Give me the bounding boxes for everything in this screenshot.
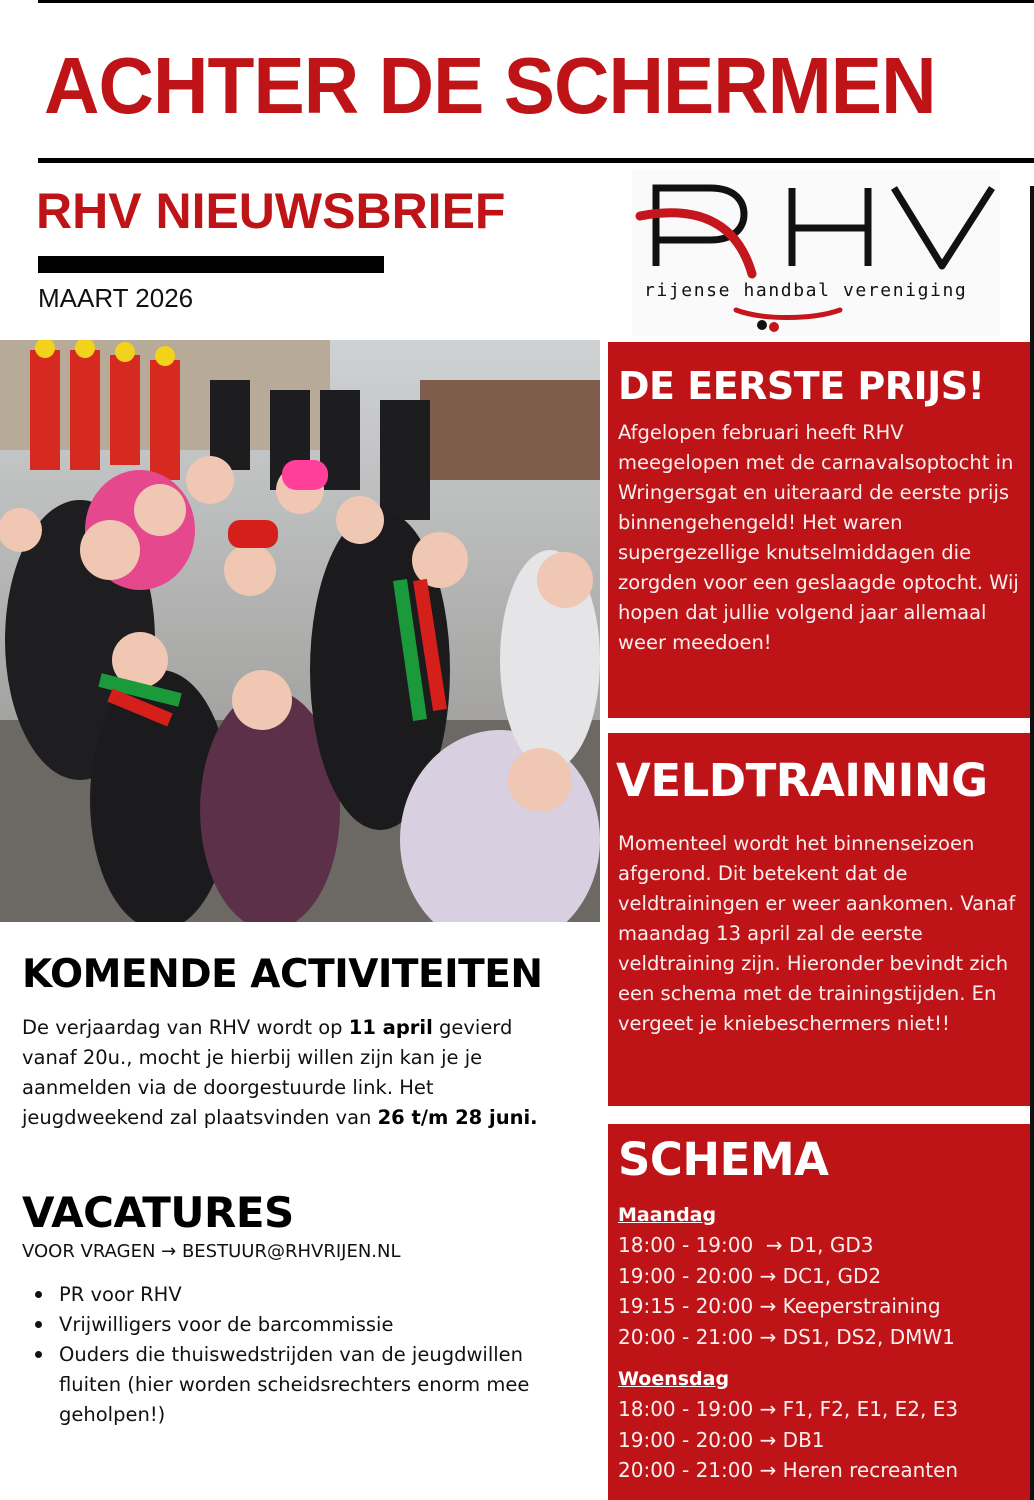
eerste-prijs-heading: DE EERSTE PRIJS! (618, 364, 985, 408)
eerste-prijs-panel (608, 342, 1030, 718)
schema-row: 20:00 - 21:00 → DS1, DS2, DMW1 (618, 1324, 955, 1349)
schema-row: 19:00 - 20:00 → DB1 (618, 1427, 825, 1452)
subtitle-bar (38, 256, 384, 273)
komende-body (22, 1013, 562, 1133)
list-item: PR voor RHV (32, 1280, 552, 1310)
list-item: Ouders die thuiswedstrijden van de jeugdwillen fluiten (hier worden scheidsrechters enorm mee geholpen!) (32, 1340, 552, 1430)
komende-text-part: gevierd vanaf 20u., mocht je hierbij willen zijn kan je je aanmelden via de doorgestuurde link. Het jeugdweekend zal plaatsvinden van (22, 1016, 513, 1129)
right-edge-rule (1030, 186, 1034, 1500)
schema-heading: SCHEMA (618, 1133, 829, 1186)
logo-tagline: rijense handbal vereniging (644, 280, 968, 301)
schema-day-label: Woensdag (618, 1368, 730, 1390)
schema-day-maandag (618, 1200, 1026, 1352)
title-rule (38, 158, 1034, 163)
schema-row: 20:00 - 21:00 → Heren recreanten (618, 1458, 959, 1482)
vacatures-list (32, 1280, 552, 1430)
schema-list (618, 1200, 1026, 1486)
schema-row: 19:00 - 20:00 → DC1, GD2 (618, 1263, 882, 1288)
rhv-handball-logo-icon (632, 170, 1000, 336)
issue-date: MAART 2026 (38, 283, 194, 313)
komende-text-part: De verjaardag van RHV wordt op (22, 1016, 349, 1039)
schema-row: 18:00 - 19:00 → F1, F2, E1, E2, E3 (618, 1397, 959, 1421)
top-rule (38, 0, 1034, 3)
rhv-logo (632, 170, 1000, 336)
schema-row: 19:15 - 20:00 → Keeperstraining (618, 1294, 941, 1318)
schema-day-label: Maandag (618, 1204, 717, 1226)
list-item: Vrijwilligers voor de barcommissie (32, 1310, 552, 1340)
eerste-prijs-body: Afgelopen februari heeft RHV meegelopen met de carnavalsoptocht in Wringersgat en uiteraard de eerste prijs binnengehengeld! Het waren supergezellige knutselmiddagen die zorgden voor een geslaagde optocht. Wij hopen dat jullie volgend jaar allemaal weer meedoen! (618, 421, 1019, 654)
newsletter-subtitle: RHV NIEUWSBRIEF (36, 183, 506, 239)
komende-heading: KOMENDE ACTIVITEITEN (22, 952, 543, 997)
komende-date-weekend: 26 t/m 28 juni. (377, 1106, 538, 1129)
veldtraining-heading: VELDTRAINING (616, 754, 988, 807)
vacatures-heading: VACATURES (22, 1188, 294, 1237)
veldtraining-body: Momenteel wordt het binnenseizoen afgerond. Dit betekent dat de veldtrainingen er weer aankomen. Vanaf maandag 13 april zal de eerste veldtraining zijn. Hieronder bevindt zich een schema met de trainingstijden. En vergeet je kniebeschermers niet!! (618, 832, 1016, 1035)
schema-day-woensdag (618, 1364, 1026, 1486)
page-title: ACHTER DE SCHERMEN (44, 41, 936, 130)
carnival-group-photo-icon (0, 340, 600, 922)
vacatures-contact: VOOR VRAGEN → BESTUUR@RHVRIJEN.NL (22, 1241, 401, 1262)
veldtraining-panel (608, 733, 1030, 1106)
schema-row: 18:00 - 19:00 → D1, GD3 (618, 1233, 874, 1257)
schema-panel (608, 1124, 1030, 1500)
komende-date-birthday: 11 april (348, 1016, 433, 1039)
